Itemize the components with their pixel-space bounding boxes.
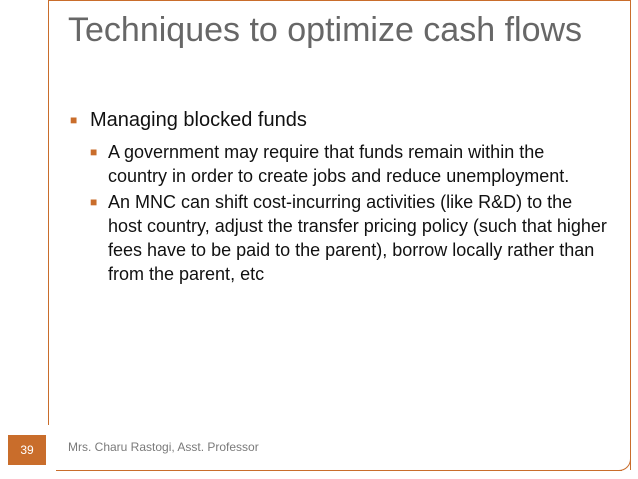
slide-frame-bottom: [56, 470, 622, 471]
slide-title: Techniques to optimize cash flows: [68, 11, 583, 49]
sub-bullet-item: [68, 140, 608, 188]
slide-frame-left: [48, 0, 49, 425]
sub-bullet-text: An MNC can shift cost-incurring activities (like R&D) to the host country, adjust the transfer pricing policy (such that higher fees have to be paid to the parent), borrow locally rather than from the parent, etc: [108, 192, 607, 284]
sub-bullet-item: [68, 190, 608, 286]
slide-content: [68, 108, 608, 288]
square-bullet-icon: ■: [70, 113, 78, 127]
slide-number: 39: [8, 435, 46, 465]
slide-frame-top: [48, 0, 631, 1]
slide-frame-right: [630, 0, 631, 470]
sub-bullet-text: A government may require that funds remain within the country in order to create jobs and reduce unemployment.: [108, 142, 570, 186]
bullet-text: Managing blocked funds: [90, 109, 307, 131]
square-bullet-icon: ■: [90, 195, 98, 209]
square-bullet-icon: ■: [90, 145, 98, 159]
slide-footer: Mrs. Charu Rastogi, Asst. Professor: [68, 440, 259, 454]
bullet-item: [68, 108, 608, 132]
